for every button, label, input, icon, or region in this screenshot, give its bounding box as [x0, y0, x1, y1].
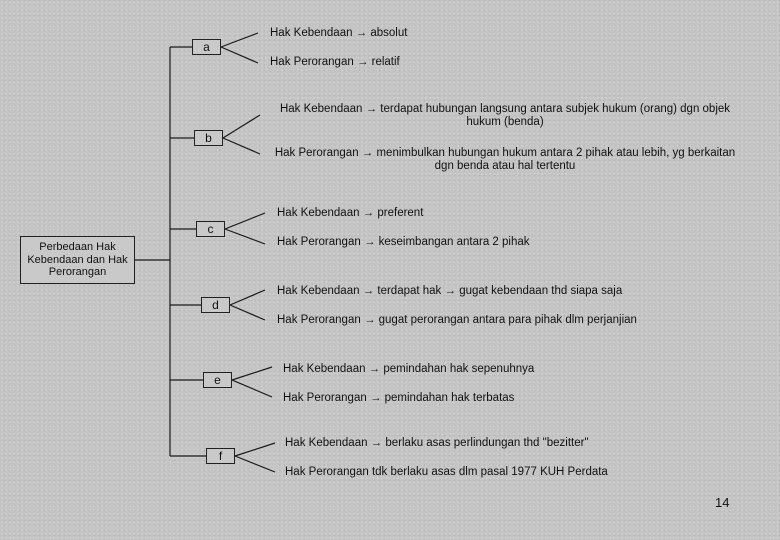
- leaf-d-perorangan: Hak Perorangan → gugat perorangan antara para pihak dlm perjanjian: [277, 314, 637, 326]
- leaf-b-kebendaan: Hak Kebendaan → terdapat hubungan langsung antara subjek hukum (orang) dgn objek hukum (benda): [279, 103, 731, 129]
- leaf-c-perorangan: Hak Perorangan → keseimbangan antara 2 pihak: [277, 236, 530, 248]
- leaf-f-perorangan: Hak Perorangan tdk berlaku asas dlm pasal 1977 KUH Perdata: [285, 466, 608, 478]
- leaf-e-perorangan: Hak Perorangan → pemindahan hak terbatas: [283, 392, 515, 404]
- branch-node-a: a: [192, 39, 221, 55]
- root-label: Perbedaan Hak Kebendaan dan Hak Perorangan: [27, 241, 128, 279]
- branch-node-d: d: [201, 297, 230, 313]
- branch-node-c: c: [196, 221, 225, 237]
- branch-node-e: e: [203, 372, 232, 388]
- leaf-b-perorangan: Hak Perorangan → menimbulkan hubungan hukum antara 2 pihak atau lebih, yg berkaitan dgn benda atau hal tertentu: [274, 147, 736, 173]
- branch-node-f: f: [206, 448, 235, 464]
- leaf-d-kebendaan: Hak Kebendaan → terdapat hak → gugat kebendaan thd siapa saja: [277, 285, 623, 297]
- leaf-a-kebendaan: Hak Kebendaan → absolut: [270, 27, 408, 39]
- leaf-c-kebendaan: Hak Kebendaan → preferent: [277, 207, 424, 219]
- root-node: [20, 236, 135, 284]
- page-number: 14: [715, 495, 730, 510]
- leaf-e-kebendaan: Hak Kebendaan → pemindahan hak sepenuhnya: [283, 363, 535, 375]
- branch-node-b: b: [194, 130, 223, 146]
- leaf-f-kebendaan: Hak Kebendaan → berlaku asas perlindungan thd "bezitter": [285, 437, 589, 449]
- leaf-a-perorangan: Hak Perorangan → relatif: [270, 56, 400, 68]
